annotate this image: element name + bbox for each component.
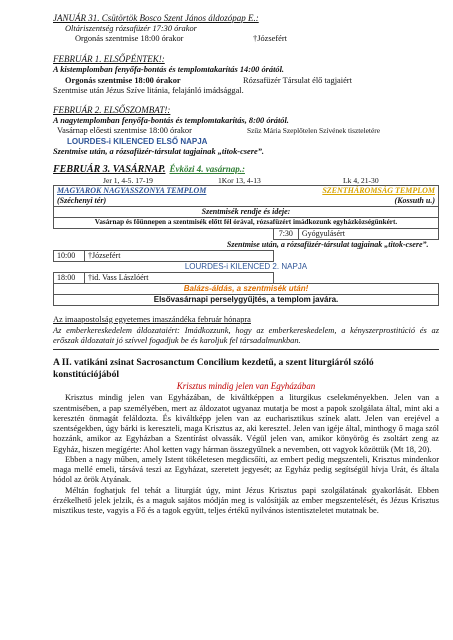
jan31-heading: JANUÁR 31. Csütörtök Bosco Szent János áldozópap E.: [53, 13, 259, 23]
mass-schedule-table [53, 185, 439, 306]
feb1-intent: Rózsafüzér Társulat élő tagjaiért [243, 75, 352, 85]
jan31-intent: †Józsefért [253, 34, 287, 44]
council-section [53, 349, 439, 516]
row2-intent: †Józsefért [85, 250, 274, 261]
feb2-heading: FEBRUÁR 2. ELSŐSZOMBAT!: [53, 105, 171, 116]
jan31-section [53, 0, 439, 44]
church2-address: (Kossuth u.) [394, 195, 435, 205]
feb3-after: Szentmise után, a rózsafüzér-társulat tagjainak „titok-csere”. [226, 239, 429, 249]
church1-address: (Széchenyi tér) [57, 195, 107, 205]
feb1-line3: Szentmise után Jézus Szíve litánia, felajánló imádsággal. [53, 85, 244, 95]
council-title: A II. vatikáni zsinat Sacrosanctum Concilium kezdetű, a szent liturgiáról szóló konstitúciójából [53, 357, 374, 380]
council-subtitle: Krisztus mindig jelen van Egyházában [176, 381, 316, 392]
prayer-section [53, 306, 439, 347]
feb1-line1: A kistemplomban fenyőfa-bontás és templomtakarítás 14:00 órától. [53, 65, 285, 75]
feb1-section [53, 44, 439, 96]
row3-intent: †id. Vass Lászlóért [85, 272, 274, 283]
prayer-heading: Az imaapostolság egyetemes imaszándéka február hónapra [53, 314, 251, 324]
feb2-mass: Vasárnap előesti szentmise 18:00 órakor [57, 126, 192, 136]
schedule-order: Szentmisék rendje és ideje: [54, 206, 439, 217]
reading-1: Jer 1, 4-5. 17-19 [103, 175, 153, 185]
feb3-heading2: Évközi 4. vasárnap.: [169, 163, 245, 174]
blessing-note: Balázs-áldás, a szentmisék után! [54, 283, 439, 294]
feb2-intent: Szűz Mária Szeplőtelen Szívének tiszteletére [247, 126, 380, 136]
jan31-line1: Oltáriszentség rózsafüzér 17:30 órakor [65, 23, 197, 33]
council-paragraph-3: Méltán foghatjuk fel tehát a liturgiát úgy, mint Jézus Krisztus papi szolgálatának gyakorlását. Ebben érzékelhető jelek jelzik, és a maguk sajátos módján meg is valósítják az ember megszentelését, és Jézus Krisztus misztikus teste, vagyis a Fő és a tagok együtt, teljes értékű nyilvános istentiszteletet mutatnak be. [53, 485, 439, 516]
prayer-text: Az emberkereskedelem áldozataiért: Imádkozzunk, hogy az emberkereskedelem, a kényszerprostitúció és az erőszak áldozatait jó szívvel fogadjuk be és karoljuk fel társadalmunkban. [53, 325, 439, 346]
feb2-section [53, 96, 439, 157]
row1-intent: Gyógyulásért [298, 228, 438, 239]
church1-name: MAGYAROK NAGYASSZONYA TEMPLOM [57, 186, 207, 196]
reading-2: 1Kor 13, 4-13 [218, 175, 261, 185]
rosary-note: Vasárnap és főünnepen a szentmisék előtt fél órával, rózsafüzért imádkozunk egyházközségünkért. [54, 217, 439, 228]
feb1-heading: FEBRUÁR 1. ELSŐPÉNTEK!: [53, 54, 165, 65]
jan31-mass: Orgonás szentmise 18:00 órakor [75, 34, 184, 44]
church2-name: SZENTHÁROMSÁG TEMPLOM [322, 186, 435, 196]
reading-3: Lk 4, 21-30 [343, 175, 379, 185]
feb3-section [53, 158, 439, 306]
feb2-lourdes: LOURDES-i KILENCED ELSŐ NAPJA [67, 136, 208, 146]
row1-time: 7:30 [273, 228, 298, 239]
lourdes-day2: LOURDES-i KILENCED 2. NAPJA [184, 261, 308, 271]
feb1-mass: Orgonás szentmise 18:00 órakor [65, 75, 181, 85]
collection-note: Elsővasárnapi perselygyűjtés, a templom javára. [54, 294, 439, 305]
row2-time: 10:00 [54, 250, 85, 261]
council-paragraph-1: Krisztus mindig jelen van Egyházában, de kiváltképpen a liturgikus cselekményekben. Jelen van a szentmisében, a pap személyében, mert az áldozatot ugyanaz mutatja be most a papok szolgálata által, mint aki a keresztén önmagát feláldozta. És kiváltképp jelen van az eucharisztikus színek alatt. Jelen van erejével a szentségekben, úgy bárki is kereszteli, maga Krisztus az, aki keresztel. Jelen van igéje által, minthogy ő maga szól hozzánk, amikor az Egyházban a Szentírást olvassák. Végül jelen van, amikor könyörög és zsoltárt zeng az Egyház, hiszen megígérte: Ahol ketten vagy hárman összegyűlnek a nevemben, ott vagyok közöttük (Mt 18, 20). [53, 393, 439, 454]
feb2-line1: A nagytemplomban fenyőfa-bontás és templomtakarítás, 8:00 órától. [53, 116, 289, 126]
feb2-after: Szentmise után, a rózsafüzér-társulat tagjainak „titok-csere”. [53, 147, 265, 157]
feb3-heading: FEBRUÁR 3. VASÁRNAP. [53, 163, 166, 175]
council-paragraph-2: Ebben a nagy műben, amely Istent tökéletesen megdicsőíti, az embert pedig megszenteli, Krisztus mindenkor maga mellé emeli, társává teszi az Egyházat, szeretett jegyesét; az Egyház pedig segítségül hívja Urát, és általa hódol az örök Atyának. [53, 454, 439, 485]
row3-time: 18:00 [54, 272, 85, 283]
